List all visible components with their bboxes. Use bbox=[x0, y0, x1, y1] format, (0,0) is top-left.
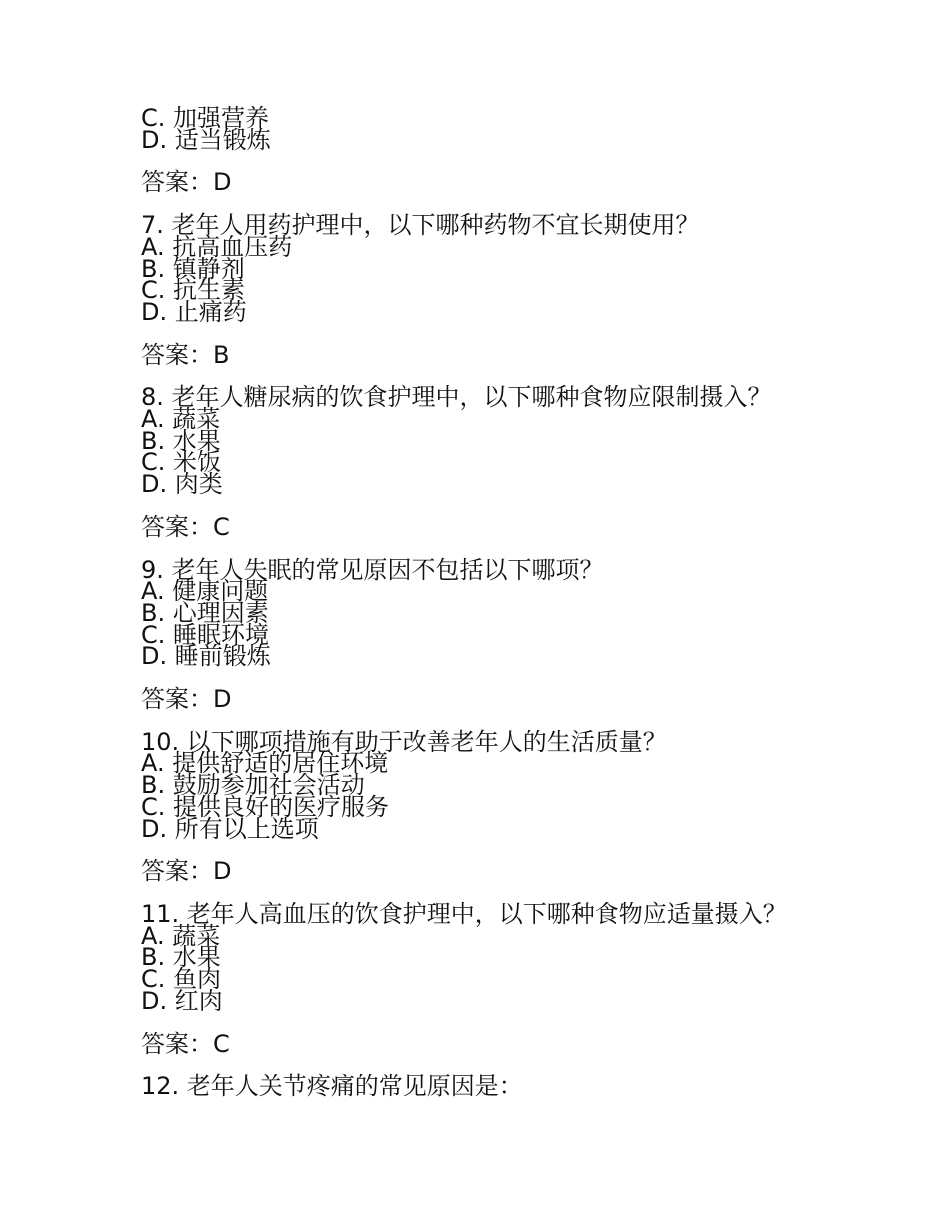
question-text: 11. 老年人高血压的饮食护理中，以下哪种食物应适量摄入？ bbox=[141, 899, 787, 928]
answer-text: 答案：D bbox=[141, 168, 232, 197]
option-d: D. 止痛药 bbox=[141, 297, 247, 326]
question-8-block bbox=[141, 383, 921, 541]
option-c: C. 鱼肉 bbox=[141, 965, 222, 994]
option-b: B. 心理因素 bbox=[141, 598, 269, 627]
option-b: B. 鼓励参加社会活动 bbox=[141, 771, 365, 800]
option-d: D. 肉类 bbox=[141, 470, 223, 499]
option-c: C. 睡眠环境 bbox=[141, 620, 270, 649]
answer-text: 答案：C bbox=[141, 512, 230, 541]
answer-text: 答案：B bbox=[141, 340, 230, 369]
option-a: A. 蔬菜 bbox=[141, 921, 221, 950]
option-a: A. 蔬菜 bbox=[141, 405, 221, 434]
option-c: C. 加强营养 bbox=[141, 104, 270, 132]
question-12-block bbox=[141, 1072, 921, 1101]
option-b: B. 镇静剂 bbox=[141, 254, 245, 283]
question-text: 12. 老年人关节疼痛的常见原因是： bbox=[141, 1072, 523, 1101]
answer-text: 答案：D bbox=[141, 685, 232, 714]
document-page bbox=[141, 104, 921, 1101]
option-d: D. 所有以上选项 bbox=[141, 814, 319, 843]
question-9-block bbox=[141, 555, 921, 714]
answer-text: 答案：C bbox=[141, 1029, 230, 1058]
option-a: A. 健康问题 bbox=[141, 577, 269, 606]
question-11-block bbox=[141, 899, 921, 1058]
question-text: 7. 老年人用药护理中，以下哪种药物不宜长期使用？ bbox=[141, 211, 700, 240]
option-d: D. 睡前锻炼 bbox=[141, 642, 271, 671]
option-c: C. 提供良好的医疗服务 bbox=[141, 792, 390, 821]
answer-text: 答案：D bbox=[141, 857, 232, 886]
option-c: C. 米饭 bbox=[141, 448, 222, 477]
option-d: D. 红肉 bbox=[141, 986, 223, 1015]
option-a: A. 抗高血压药 bbox=[141, 232, 293, 261]
question-text: 9. 老年人失眠的常见原因不包括以下哪项？ bbox=[141, 555, 604, 584]
option-b: B. 水果 bbox=[141, 943, 221, 972]
option-d: D. 适当锻炼 bbox=[141, 125, 271, 154]
question-text: 8. 老年人糖尿病的饮食护理中，以下哪种食物应限制摄入？ bbox=[141, 383, 772, 412]
question-10-block bbox=[141, 727, 921, 886]
option-c: C. 抗生素 bbox=[141, 276, 246, 305]
question-text: 10. 以下哪项措施有助于改善老年人的生活质量？ bbox=[141, 727, 667, 756]
question-7-block bbox=[141, 211, 921, 369]
option-b: B. 水果 bbox=[141, 426, 221, 455]
partial-question-block bbox=[141, 104, 921, 197]
option-a: A. 提供舒适的居住环境 bbox=[141, 749, 389, 778]
